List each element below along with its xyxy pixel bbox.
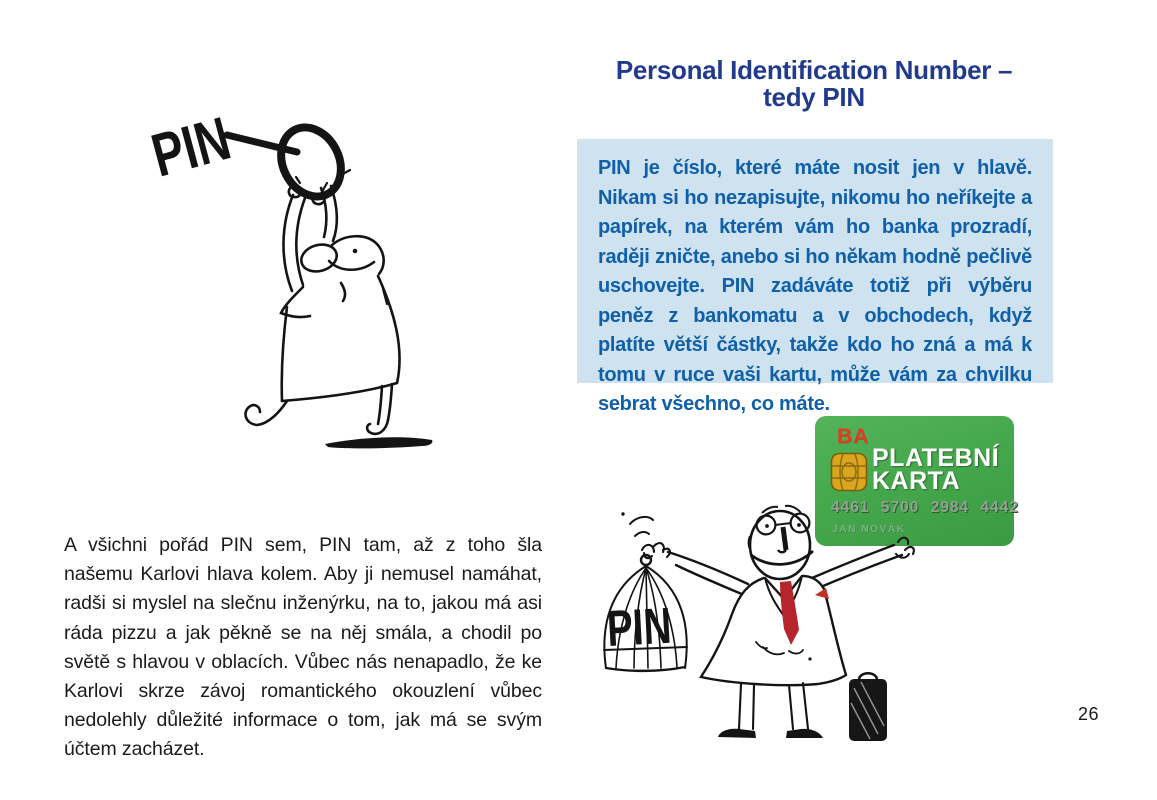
illustration-pin-key-figure: [135, 95, 457, 467]
eye-right: [797, 523, 801, 527]
card-title: [872, 444, 1000, 495]
motion-mark: [630, 517, 653, 524]
nose: [783, 527, 786, 550]
figure-eye: [353, 249, 358, 254]
hand-on-card: [896, 538, 914, 558]
page-title: [570, 57, 1058, 111]
leg-back: [246, 401, 287, 425]
shoe-right: [786, 729, 823, 738]
page-number: 26: [1078, 704, 1100, 724]
page-title-line2: tedy PIN: [763, 82, 865, 112]
illustration-man-with-pin-cage: [588, 498, 930, 760]
arm-outer: [283, 195, 293, 291]
card-chip-icon: [830, 452, 868, 492]
pin-info-text: PIN je číslo, které máte nosit jen v hlavě. Nikam si ho nezapisujte, nikomu ho neříkejte a papírek, na kterém vám ho banka prozradí, raději zničte, anebo si ho někam hodně pečlivě uschovejte. PIN zadáváte totiž při výběru peněz z bankomatu a v obchodech, když platíte větší částky, takže kdo ho zná a má k tomu v ruce vaši kartu, může vám za chvilku sebrat všechno, co máte.: [598, 157, 1032, 415]
cage-pin-label: PIN: [605, 596, 673, 658]
card-holder-name: JAN NOVÁK: [832, 523, 906, 535]
legs: [739, 683, 808, 729]
key-pin-label: PIN: [145, 104, 238, 191]
figure-nose: [298, 241, 340, 276]
cage-base: [606, 667, 685, 671]
card-title-line2: KARTA: [872, 467, 961, 495]
arm-inner: [296, 198, 305, 285]
key-ring: [270, 117, 353, 207]
robe-hem: [282, 383, 397, 401]
shoe-left: [718, 729, 756, 738]
pin-info-box: [577, 139, 1053, 415]
page-title-line1: Personal Identification Number –: [615, 55, 1013, 85]
body-paragraph: A všichni pořád PIN sem, PIN tam, až z toho šla našemu Karlovi hlava kolem. Aby ji nemusel namáhat, radši si myslel na slečnu inženýrku, na to, jakou má asi ráda pizzu a jak pěkně se na něj smála, a chodil po světě s hlavou v oblacích. Vůbec nás nenapadlo, že ke Karlovi skrze závoj romantického okouzlení vůbec nedolehly důležité informace o tom, jak má se svým účtem zacházet.: [64, 534, 542, 761]
key-figure-lines: [227, 117, 400, 434]
ground-shadow: [325, 437, 432, 448]
robe-left: [282, 307, 287, 401]
man-head: [749, 506, 814, 579]
card-brand-logo: BA: [837, 425, 870, 448]
briefcase: [849, 673, 887, 741]
eye-left: [765, 524, 769, 528]
card-title-line1: PLATEBNÍ: [872, 444, 1000, 472]
card-number: 4461 5700 2984 4442: [831, 499, 1019, 516]
robe-right: [378, 276, 400, 383]
